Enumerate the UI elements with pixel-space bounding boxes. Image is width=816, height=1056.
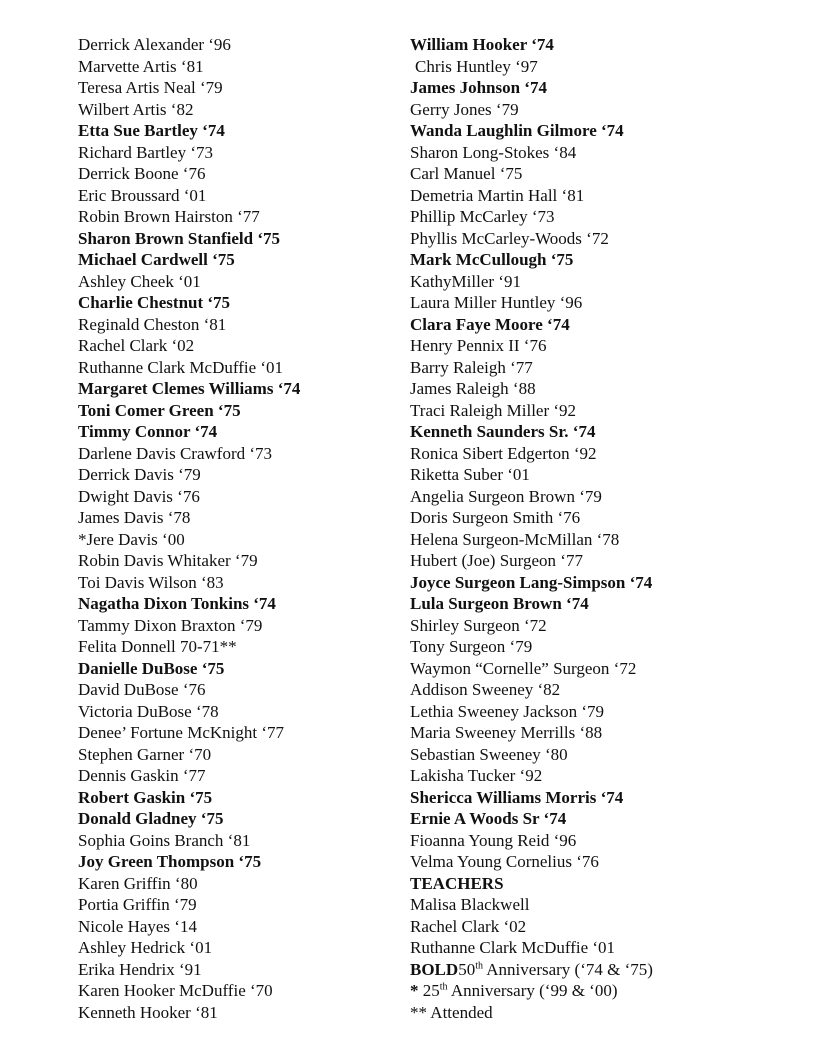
alumni-name: Demetria Martin Hall ‘81 (410, 185, 585, 205)
alumni-name: Richard Bartley ‘73 (78, 142, 214, 162)
alumni-name: Stephen Garner ‘70 (78, 744, 212, 764)
alumni-name: Karen Griffin ‘80 (78, 873, 198, 893)
legend-attended: ** Attended (410, 1002, 493, 1022)
alumni-name: Timmy Connor ‘74 (78, 422, 218, 441)
alumni-name: Kenneth Saunders Sr. ‘74 (410, 422, 596, 441)
alumni-name: Michael Cardwell ‘75 (78, 250, 235, 269)
alumni-name: Hubert (Joe) Surgeon ‘77 (410, 551, 583, 570)
alumni-name: Lula Surgeon Brown ‘74 (410, 594, 589, 613)
alumni-name: Shericca Williams Morris ‘74 (410, 787, 624, 807)
alumni-name: Laura Miller Huntley ‘96 (410, 293, 583, 312)
alumni-name: Addison Sweeney ‘82 (410, 680, 561, 699)
alumni-name: Teresa Artis Neal ‘79 (78, 78, 223, 97)
alumni-name: Rachel Clark ‘02 (78, 336, 195, 355)
alumni-name: James Johnson ‘74 (410, 78, 547, 97)
alumni-name: Waymon “Cornelle” Surgeon ‘72 (410, 658, 637, 678)
alumni-name: Barry Raleigh ‘77 (410, 357, 533, 377)
alumni-name: KathyMiller ‘91 (410, 271, 521, 291)
alumni-name: Robert Gaskin ‘75 (78, 787, 213, 807)
alumni-name: Lethia Sweeney Jackson ‘79 (410, 701, 605, 721)
alumni-name: Gerry Jones ‘79 (410, 99, 519, 119)
alumni-name: Derrick Davis ‘79 (78, 465, 201, 484)
alumni-name: Derrick Alexander ‘96 (78, 35, 231, 54)
alumni-name: William Hooker ‘74 (410, 35, 554, 54)
teachers-heading: TEACHERS (410, 873, 504, 893)
alumni-name: Robin Davis Whitaker ‘79 (78, 551, 258, 570)
alumni-name: Toi Davis Wilson ‘83 (78, 572, 224, 592)
alumni-name: James Davis ‘78 (78, 508, 191, 527)
alumni-name: Darlene Davis Crawford ‘73 (78, 443, 273, 463)
alumni-name: Etta Sue Bartley ‘74 (78, 121, 225, 140)
alumni-name: Donald Gladney ‘75 (78, 809, 224, 828)
alumni-name: Carl Manuel ‘75 (410, 164, 523, 183)
alumni-name: Toni Comer Green ‘75 (78, 400, 241, 420)
alumni-name: Mark McCullough ‘75 (410, 250, 574, 269)
alumni-name: Sharon Brown Stanfield ‘75 (78, 228, 280, 248)
right-name-column (410, 34, 653, 1023)
alumni-name: Henry Pennix II ‘76 (410, 336, 547, 355)
alumni-name: Ernie A Woods Sr ‘74 (410, 809, 567, 828)
alumni-name: *Jere Davis ‘00 (78, 529, 185, 549)
alumni-name: Ashley Hedrick ‘01 (78, 938, 213, 957)
alumni-name: Margaret Clemes Williams ‘74 (78, 379, 301, 398)
alumni-name: Traci Raleigh Miller ‘92 (410, 400, 577, 420)
alumni-name: Shirley Surgeon ‘72 (410, 615, 547, 635)
alumni-name: Karen Hooker McDuffie ‘70 (78, 981, 273, 1000)
alumni-name: Riketta Suber ‘01 (410, 465, 530, 484)
alumni-name: David DuBose ‘76 (78, 680, 206, 699)
alumni-name: Denee’ Fortune McKnight ‘77 (78, 723, 284, 742)
alumni-name: Joy Green Thompson ‘75 (78, 852, 262, 871)
alumni-name: Tony Surgeon ‘79 (410, 637, 533, 656)
alumni-name: Kenneth Hooker ‘81 (78, 1002, 218, 1022)
alumni-name: Wanda Laughlin Gilmore ‘74 (410, 121, 624, 140)
alumni-name: Clara Faye Moore ‘74 (410, 314, 570, 334)
alumni-name: Maria Sweeney Merrills ‘88 (410, 723, 603, 742)
teacher-name: Ruthanne Clark McDuffie ‘01 (410, 938, 616, 957)
alumni-name: Velma Young Cornelius ‘76 (410, 852, 599, 871)
alumni-name: Ruthanne Clark McDuffie ‘01 (78, 357, 284, 377)
legend-bold-50th: BOLD50th Anniversary (‘74 & ‘75) (410, 959, 653, 979)
alumni-name: Wilbert Artis ‘82 (78, 99, 194, 119)
alumni-name: Sophia Goins Branch ‘81 (78, 830, 251, 850)
legend-star-25th: * 25th Anniversary (‘99 & ‘00) (410, 981, 618, 1000)
alumni-name: Phillip McCarley ‘73 (410, 207, 555, 226)
alumni-name: Nicole Hayes ‘14 (78, 916, 197, 936)
alumni-name: Erika Hendrix ‘91 (78, 959, 202, 979)
alumni-name: Angelia Surgeon Brown ‘79 (410, 486, 602, 506)
alumni-name: Felita Donnell 70-71** (78, 637, 237, 656)
alumni-name: Dennis Gaskin ‘77 (78, 766, 206, 785)
teacher-name: Rachel Clark ‘02 (410, 916, 527, 936)
teacher-name: Malisa Blackwell (410, 895, 530, 914)
alumni-name: Joyce Surgeon Lang-Simpson ‘74 (410, 572, 653, 592)
alumni-name: Eric Broussard ‘01 (78, 185, 207, 205)
alumni-name: Derrick Boone ‘76 (78, 164, 206, 183)
alumni-name: Ronica Sibert Edgerton ‘92 (410, 443, 597, 463)
alumni-name: Dwight Davis ‘76 (78, 486, 200, 506)
alumni-name: James Raleigh ‘88 (410, 379, 536, 398)
alumni-name: Ashley Cheek ‘01 (78, 271, 201, 291)
alumni-name: Danielle DuBose ‘75 (78, 658, 225, 678)
alumni-name: Sharon Long-Stokes ‘84 (410, 142, 577, 162)
alumni-name: Doris Surgeon Smith ‘76 (410, 508, 581, 527)
alumni-name: Tammy Dixon Braxton ‘79 (78, 615, 263, 635)
alumni-name: Reginald Cheston ‘81 (78, 314, 227, 334)
alumni-name: Portia Griffin ‘79 (78, 895, 197, 914)
alumni-name: Fioanna Young Reid ‘96 (410, 830, 577, 850)
alumni-name: Nagatha Dixon Tonkins ‘74 (78, 594, 276, 613)
alumni-name: Marvette Artis ‘81 (78, 56, 204, 76)
left-name-column (78, 34, 300, 1023)
alumni-name: Sebastian Sweeney ‘80 (410, 744, 568, 764)
alumni-name: Phyllis McCarley-Woods ‘72 (410, 228, 609, 248)
alumni-name: Victoria DuBose ‘78 (78, 701, 219, 721)
alumni-name: Lakisha Tucker ‘92 (410, 766, 543, 785)
alumni-name: Helena Surgeon-McMillan ‘78 (410, 529, 620, 549)
alumni-name: Chris Huntley ‘97 (415, 56, 538, 76)
alumni-name: Robin Brown Hairston ‘77 (78, 207, 260, 226)
alumni-name: Charlie Chestnut ‘75 (78, 293, 231, 312)
